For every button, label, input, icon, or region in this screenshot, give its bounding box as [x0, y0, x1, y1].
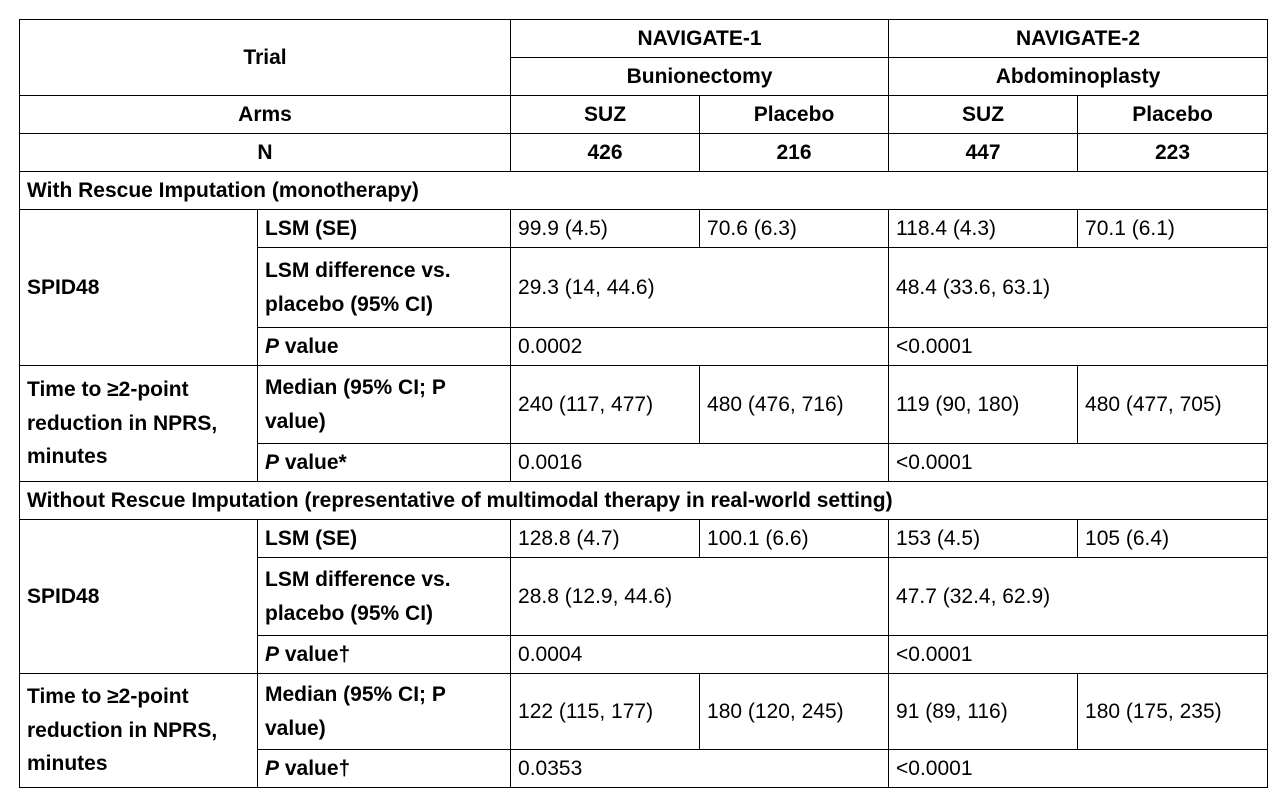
table-cell: 0.0353 — [511, 750, 889, 788]
p-italic: P — [265, 642, 280, 666]
lsm-label: LSM (SE) — [258, 210, 511, 248]
table-cell: <0.0001 — [889, 636, 1268, 674]
median-label-line2: value) — [265, 409, 326, 433]
row-label-spid48: SPID48 — [20, 210, 258, 366]
p-rest: value† — [279, 642, 351, 666]
table-cell: 70.6 (6.3) — [700, 210, 889, 248]
time-label-line3: minutes — [27, 752, 108, 776]
lsm-diff-label — [258, 248, 511, 328]
trial-header: Trial — [20, 20, 511, 96]
table-cell: <0.0001 — [889, 328, 1268, 366]
p-italic: P — [265, 334, 280, 358]
row-label-spid48: SPID48 — [20, 520, 258, 674]
median-label — [258, 366, 511, 444]
section-title-without-rescue: Without Rescue Imputation (representative of multimodal therapy in real-world setting) — [20, 482, 1268, 520]
n-suz2: 447 — [889, 134, 1078, 172]
navigate2-header: NAVIGATE-2 — [889, 20, 1268, 58]
arm-suz1: SUZ — [511, 96, 700, 134]
p-rest: value — [279, 334, 339, 358]
results-table — [19, 19, 1268, 788]
table-cell: 240 (117, 477) — [511, 366, 700, 444]
table-cell: 28.8 (12.9, 44.6) — [511, 558, 889, 636]
procedure2-header: Abdominoplasty — [889, 58, 1268, 96]
median-label-line2: value) — [265, 716, 326, 740]
navigate1-header: NAVIGATE-1 — [511, 20, 889, 58]
table-cell: 180 (175, 235) — [1078, 674, 1268, 750]
table-cell: 29.3 (14, 44.6) — [511, 248, 889, 328]
median-label-line1: Median (95% CI; P — [265, 375, 446, 399]
lsm-diff-label-line1: LSM difference vs. — [265, 567, 451, 591]
p-value-label — [258, 636, 511, 674]
p-rest: value* — [279, 450, 347, 474]
lsm-diff-label-line1: LSM difference vs. — [265, 258, 451, 282]
table-cell: 0.0004 — [511, 636, 889, 674]
n-suz1: 426 — [511, 134, 700, 172]
median-label-line1: Median (95% CI; P — [265, 682, 446, 706]
arms-header: Arms — [20, 96, 511, 134]
section-title-with-rescue: With Rescue Imputation (monotherapy) — [20, 172, 1268, 210]
table-cell: 0.0016 — [511, 444, 889, 482]
p-italic: P — [265, 756, 280, 780]
table-cell: <0.0001 — [889, 444, 1268, 482]
table-cell: 99.9 (4.5) — [511, 210, 700, 248]
table-cell: 100.1 (6.6) — [700, 520, 889, 558]
n-placebo1: 216 — [700, 134, 889, 172]
lsm-diff-label — [258, 558, 511, 636]
table-cell: <0.0001 — [889, 750, 1268, 788]
arm-placebo2: Placebo — [1078, 96, 1268, 134]
p-value-label — [258, 444, 511, 482]
table-cell: 153 (4.5) — [889, 520, 1078, 558]
lsm-diff-label-line2: placebo (95% CI) — [265, 601, 434, 625]
table-cell: 480 (476, 716) — [700, 366, 889, 444]
table-cell: 48.4 (33.6, 63.1) — [889, 248, 1268, 328]
table-cell: 480 (477, 705) — [1078, 366, 1268, 444]
p-value-label — [258, 750, 511, 788]
table-cell: 122 (115, 177) — [511, 674, 700, 750]
time-label-line1: Time to ≥2-point — [27, 685, 189, 709]
p-rest: value† — [279, 756, 351, 780]
table-cell: 70.1 (6.1) — [1078, 210, 1268, 248]
table-cell: 118.4 (4.3) — [889, 210, 1078, 248]
time-label-line2: reduction in NPRS, — [27, 718, 218, 742]
table-cell: 47.7 (32.4, 62.9) — [889, 558, 1268, 636]
lsm-diff-label-line2: placebo (95% CI) — [265, 292, 434, 316]
n-placebo2: 223 — [1078, 134, 1268, 172]
arm-placebo1: Placebo — [700, 96, 889, 134]
time-label-line3: minutes — [27, 445, 108, 469]
table-cell: 105 (6.4) — [1078, 520, 1268, 558]
row-label-time — [20, 366, 258, 482]
n-header: N — [20, 134, 511, 172]
table-cell: 0.0002 — [511, 328, 889, 366]
time-label-line1: Time to ≥2-point — [27, 378, 189, 402]
procedure1-header: Bunionectomy — [511, 58, 889, 96]
table-cell: 180 (120, 245) — [700, 674, 889, 750]
time-label-line2: reduction in NPRS, — [27, 411, 218, 435]
median-label — [258, 674, 511, 750]
table-cell: 119 (90, 180) — [889, 366, 1078, 444]
table-cell: 91 (89, 116) — [889, 674, 1078, 750]
row-label-time — [20, 674, 258, 788]
p-italic: P — [265, 450, 280, 474]
table-cell: 128.8 (4.7) — [511, 520, 700, 558]
p-value-label — [258, 328, 511, 366]
lsm-label: LSM (SE) — [258, 520, 511, 558]
arm-suz2: SUZ — [889, 96, 1078, 134]
